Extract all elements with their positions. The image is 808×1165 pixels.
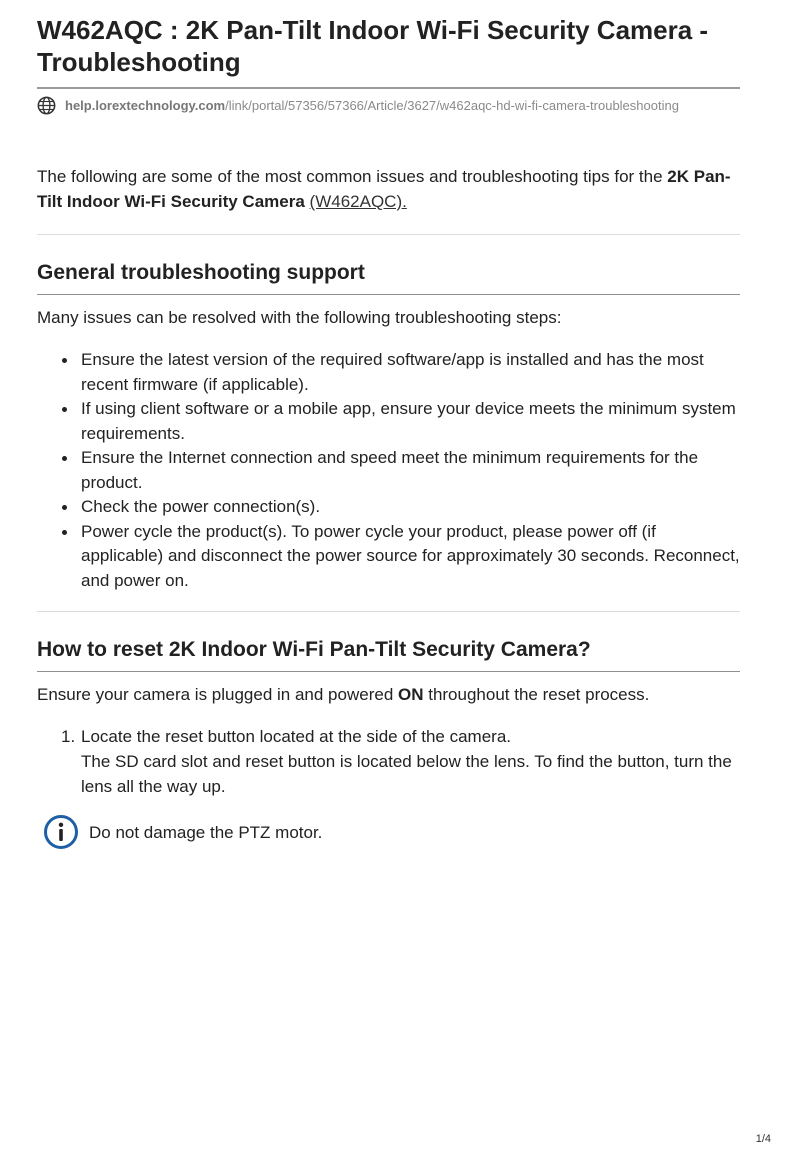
info-note	[43, 814, 740, 850]
list-item: Check the power connection(s).	[37, 495, 740, 520]
reset-lead-bold: ON	[398, 685, 424, 704]
intro-product-name: 2K Pan-Tilt Indoor Wi-Fi Security Camera	[37, 167, 731, 211]
reset-lead-text: Ensure your camera is plugged in and powered	[37, 685, 398, 704]
intro-text: The following are some of the most common issues and troubleshooting tips for the	[37, 167, 668, 186]
general-lead: Many issues can be resolved with the following troubleshooting steps:	[37, 308, 562, 327]
list-item: Ensure the latest version of the required software/app is installed and has the most recent firmware (if applicable).	[37, 348, 740, 397]
intro-paragraph	[37, 164, 740, 214]
source-url-row	[37, 95, 740, 115]
section-separator	[37, 234, 740, 235]
globe-icon	[37, 96, 56, 115]
reset-heading-rule	[37, 671, 740, 672]
url-domain: help.lorextechnology.com	[65, 97, 226, 113]
intro-product-code-link[interactable]: (W462AQC).	[309, 192, 407, 211]
step-line-1: Locate the reset button located at the side of the camera.	[81, 727, 511, 746]
step-line-2: The SD card slot and reset button is located below the lens. To find the button, turn the lens all the way up.	[81, 752, 732, 796]
title-divider	[37, 87, 740, 89]
list-item: If using client software or a mobile app, ensure your device meets the minimum system requirements.	[37, 397, 740, 446]
troubleshooting-list	[37, 348, 740, 593]
reset-step	[37, 724, 740, 799]
document-page	[37, 14, 740, 850]
list-item: Ensure the Internet connection and speed meet the minimum requirements for the product.	[37, 446, 740, 495]
note-text: Do not damage the PTZ motor.	[89, 822, 323, 842]
general-heading: General troubleshooting support	[37, 261, 365, 284]
reset-lead	[37, 682, 740, 707]
info-icon	[43, 814, 79, 850]
step-number: 1.	[61, 727, 76, 746]
reset-lead-text-end: throughout the reset process.	[423, 685, 650, 704]
section-separator	[37, 611, 740, 612]
page-title: W462AQC : 2K Pan-Tilt Indoor Wi-Fi Security Camera - Troubleshooting	[37, 15, 709, 77]
page-number: 1/4	[755, 1133, 771, 1145]
url-path: /link/portal/57356/57366/Article/3627/w462aqc-hd-wi-fi-camera-troubleshooting	[225, 97, 679, 113]
list-item: Power cycle the product(s). To power cycle your product, please power off (if applicable) and disconnect the power source for approximately 30 seconds. Reconnect, and power on.	[37, 520, 740, 594]
general-heading-rule	[37, 294, 740, 295]
reset-steps	[37, 724, 740, 799]
source-url-link[interactable]	[65, 98, 679, 113]
reset-heading: How to reset 2K Indoor Wi-Fi Pan-Tilt Security Camera?	[37, 638, 591, 661]
